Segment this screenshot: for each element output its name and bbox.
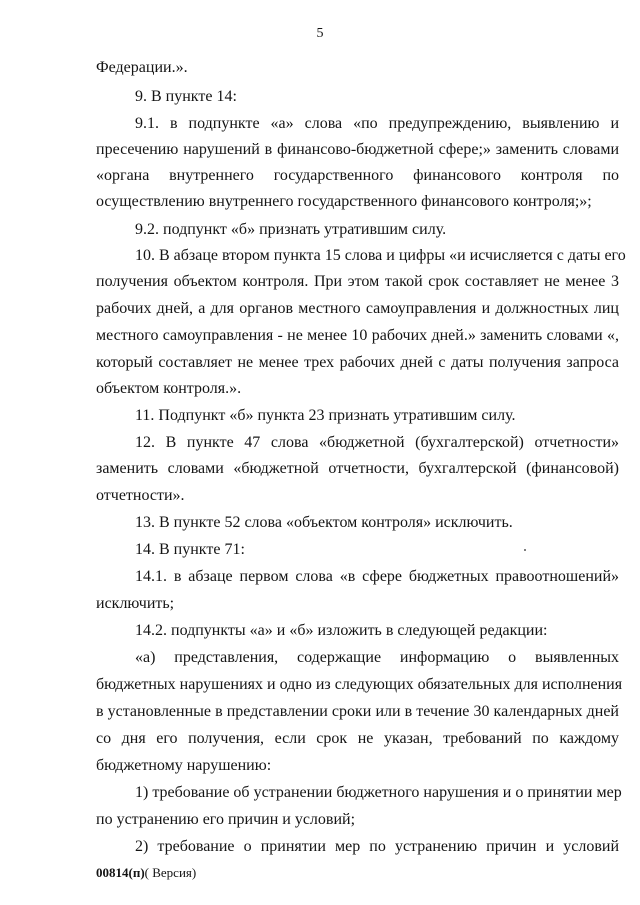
- text-line: со дня его получения, если срок не указан, требований по каждому: [96, 730, 619, 747]
- text-line: 12. В пункте 47 слова «бюджетной (бухгалтерской) отчетности»: [135, 434, 619, 451]
- text-line: местного самоуправления - не менее 10 рабочих дней.» заменить словами «,: [96, 327, 619, 344]
- text-line: «органа внутреннего государственного финансового контроля по: [96, 167, 619, 184]
- text-line: по устранению его причин и условий;: [96, 811, 356, 828]
- text-line: «а) представления, содержащие информацию о выявленных: [135, 649, 619, 666]
- text-line: бюджетных нарушениях и одно из следующих обязательных для исполнения: [96, 676, 623, 693]
- text-line: 9.1. в подпункте «а» слова «по предупреждению, выявлению и: [135, 115, 619, 132]
- text-line: который составляет не менее трех рабочих дней с даты получения запроса: [96, 354, 619, 371]
- text-line: 2) требование о принятии мер по устранению причин и условий: [135, 838, 619, 855]
- text-line: рабочих дней, а для органов местного самоуправления и должностных лиц: [96, 300, 619, 317]
- text-line: 11. Подпункт «б» пункта 23 признать утратившим силу.: [135, 407, 516, 424]
- text-line: 9. В пункте 14:: [135, 88, 237, 105]
- document-version: ( Версия): [144, 865, 197, 880]
- text-line: получения объектом контроля. При этом такой срок составляет не менее 3: [96, 273, 619, 290]
- text-line: Федерации.».: [96, 59, 188, 76]
- text-line: бюджетному нарушению:: [96, 757, 272, 774]
- text-line: объектом контроля.».: [96, 380, 242, 397]
- text-line: исключить;: [96, 595, 175, 612]
- document-code: 00814(п): [96, 865, 145, 880]
- text-line: 14.2. подпункты «а» и «б» изложить в следующей редакции:: [135, 622, 548, 639]
- document-footer: [96, 865, 196, 881]
- scan-speck: [524, 549, 526, 551]
- text-line: 9.2. подпункт «б» признать утратившим силу.: [135, 221, 447, 238]
- text-line: отчетности».: [96, 487, 185, 504]
- text-line: пресечению нарушений в финансово-бюджетной сфере;» заменить словами: [96, 141, 619, 158]
- page-number: 5: [316, 26, 324, 41]
- text-line: 10. В абзаце втором пункта 15 слова и цифры «и исчисляется с даты его: [135, 247, 626, 264]
- text-line: в установленные в представлении сроки или в течение 30 календарных дней: [96, 703, 619, 720]
- text-line: заменить словами «бюджетной отчетности, бухгалтерской (финансовой): [96, 460, 619, 477]
- text-line: 14.1. в абзаце первом слова «в сфере бюджетных правоотношений»: [135, 568, 619, 585]
- text-line: 13. В пункте 52 слова «объектом контроля» исключить.: [135, 514, 513, 531]
- text-line: осуществлению внутреннего государственного финансового контроля;»;: [96, 193, 592, 210]
- text-line: 1) требование об устранении бюджетного нарушения и о принятии мер: [135, 784, 622, 801]
- text-line: 14. В пункте 71:: [135, 541, 245, 558]
